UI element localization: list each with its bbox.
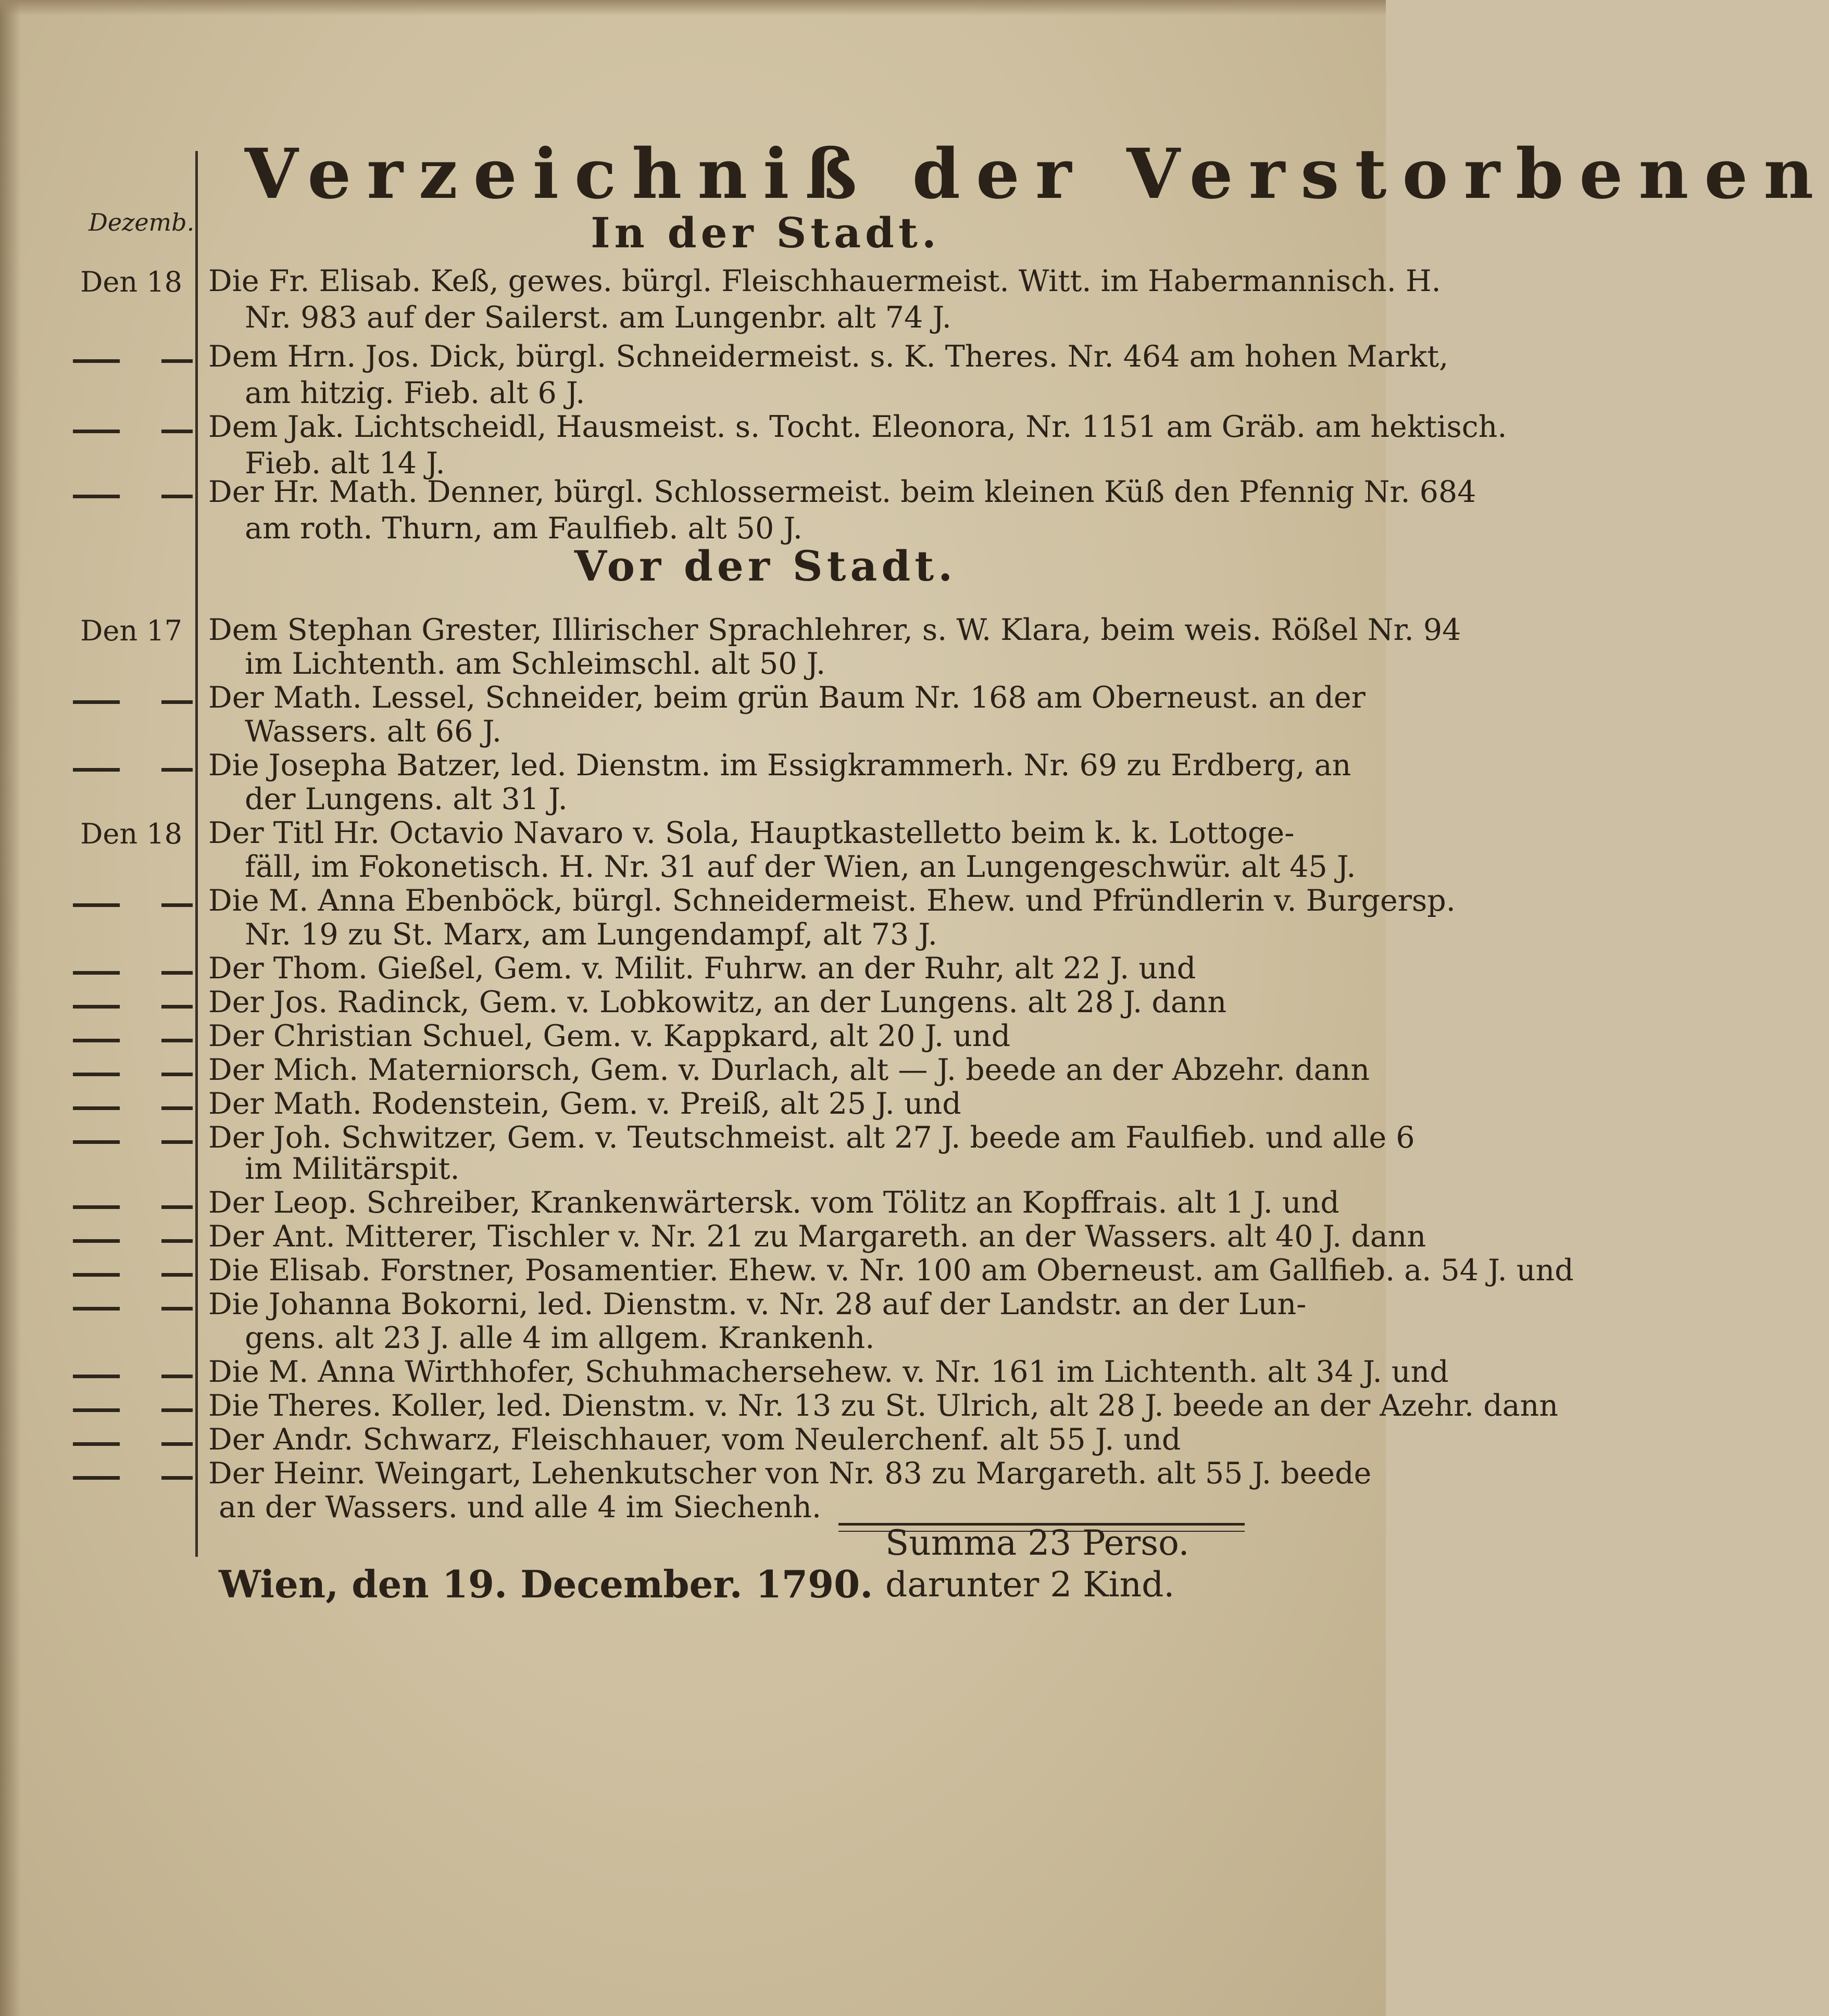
entry-line: Der Joh. Schwitzer, Gem. v. Teutschmeist. alt 27 J. beede am Faulfieb. und alle 6 [208, 1120, 1415, 1155]
ditto-dash [161, 700, 193, 704]
ditto-dash [73, 430, 120, 433]
ditto-dash [161, 1273, 193, 1277]
ditto-dash [161, 1408, 193, 1412]
ditto-dash [161, 359, 193, 363]
entry-line: Die Theres. Koller, led. Dienstm. v. Nr. 13 zu St. Ulrich, alt 28 J. beede an der Azehr. dann [208, 1389, 1559, 1423]
page-top-shadow [0, 0, 1386, 16]
entry-line: Die Elisab. Forstner, Posamentier. Ehew. v. Nr. 100 am Oberneust. am Gallfieb. a. 54 J. und [208, 1253, 1574, 1288]
entry-line: Nr. 19 zu St. Marx, am Lungendampf, alt 73 J. [245, 917, 937, 952]
margin-rule [195, 151, 198, 1557]
ditto-dash [161, 1476, 193, 1480]
entry-line: am hitzig. Fieb. alt 6 J. [245, 376, 585, 410]
entry-date: Den 18 [80, 817, 182, 850]
entry-date: Den 18 [80, 266, 182, 298]
ditto-dash [73, 1005, 120, 1009]
entry-line: Der Hr. Math. Denner, bürgl. Schlossermeist. beim kleinen Küß den Pfennig Nr. 684 [208, 475, 1476, 509]
ditto-dash [73, 1307, 120, 1311]
entry-line: im Lichtenth. am Schleimschl. alt 50 J. [245, 647, 826, 681]
entry-line: gens. alt 23 J. alle 4 im allgem. Krankenh. [245, 1321, 875, 1355]
ditto-dash [161, 1005, 193, 1009]
entry-line: Der Leop. Schreiber, Krankenwärtersk. vom Tölitz an Kopffrais. alt 1 J. und [208, 1186, 1339, 1220]
ditto-dash [161, 495, 193, 498]
entry-line: im Militärspit. [245, 1152, 460, 1186]
ditto-dash [73, 1039, 120, 1042]
ditto-dash [161, 1239, 193, 1243]
ditto-dash [73, 1205, 120, 1209]
entry-line: Dem Stephan Grester, Illirischer Sprachlehrer, s. W. Klara, beim weis. Rößel Nr. 94 [208, 613, 1461, 647]
ditto-dash [73, 768, 120, 772]
footer-place-date: Wien, den 19. December. 1790. [219, 1562, 873, 1606]
ditto-dash [73, 1375, 120, 1378]
ditto-dash [161, 1140, 193, 1144]
ditto-dash [73, 1408, 120, 1412]
ditto-dash [161, 971, 193, 975]
entry-line: Die Josepha Batzer, led. Dienstm. im Essigkrammerh. Nr. 69 zu Erdberg, an [208, 748, 1351, 783]
entry-line: fäll, im Fokonetisch. H. Nr. 31 auf der Wien, an Lungengeschwür. alt 45 J. [245, 850, 1356, 884]
entry-line: Der Andr. Schwarz, Fleischhauer, vom Neulerchenf. alt 55 J. und [208, 1422, 1181, 1457]
ditto-dash [161, 1307, 193, 1311]
entry-line: Der Jos. Radinck, Gem. v. Lobkowitz, an der Lungens. alt 28 J. dann [208, 985, 1227, 1019]
ditto-dash [161, 1442, 193, 1446]
ditto-dash [161, 903, 193, 907]
entry-line: Der Christian Schuel, Gem. v. Kappkard, alt 20 J. und [208, 1019, 1011, 1053]
ditto-dash [161, 768, 193, 772]
entry-line: Dem Hrn. Jos. Dick, bürgl. Schneidermeist. s. K. Theres. Nr. 464 am hohen Markt, [208, 339, 1449, 374]
ditto-dash [73, 1073, 120, 1076]
entry-line: Der Heinr. Weingart, Lehenkutscher von Nr. 83 zu Margareth. alt 55 J. beede [208, 1456, 1372, 1491]
ditto-dash [73, 1476, 120, 1480]
entry-line: Wassers. alt 66 J. [245, 714, 502, 749]
ditto-dash [161, 1073, 193, 1076]
entry-line: Der Ant. Mitterer, Tischler v. Nr. 21 zu Margareth. an der Wassers. alt 40 J. dann [208, 1219, 1426, 1254]
entry-date: Den 17 [80, 614, 182, 647]
entry-line: Nr. 983 auf der Sailerst. am Lungenbr. alt 74 J. [245, 300, 951, 335]
section-heading-stadt: In der Stadt. [591, 208, 941, 257]
ditto-dash [161, 1375, 193, 1378]
section-heading-vorstadt: Vor der Stadt. [574, 541, 957, 590]
ditto-dash [161, 1106, 193, 1110]
entry-line: Der Math. Rodenstein, Gem. v. Preiß, alt 25 J. und [208, 1087, 961, 1121]
entry-line: Der Mich. Materniorsch, Gem. v. Durlach, alt — J. beede an der Abzehr. dann [208, 1053, 1370, 1087]
entry-line: Fieb. alt 14 J. [245, 446, 445, 481]
page-edge-shadow [0, 0, 21, 2016]
entry-line: an der Wassers. und alle 4 im Siechenh. [219, 1490, 822, 1524]
entry-line: Der Titl Hr. Octavio Navaro v. Sola, Hauptkastelletto beim k. k. Lottoge- [208, 816, 1295, 850]
entry-line: Dem Jak. Lichtscheidl, Hausmeist. s. Tocht. Eleonora, Nr. 1151 am Gräb. am hektisch. [208, 410, 1507, 444]
ditto-dash [73, 971, 120, 975]
ditto-dash [73, 1106, 120, 1110]
entry-line: Die Fr. Elisab. Keß, gewes. bürgl. Fleischhauermeist. Witt. im Habermannisch. H. [208, 264, 1441, 298]
entry-line: der Lungens. alt 31 J. [245, 782, 568, 816]
ditto-dash [73, 1442, 120, 1446]
ditto-dash [73, 495, 120, 498]
entry-line: Die M. Anna Ebenböck, bürgl. Schneidermeist. Ehew. und Pfründlerin v. Burgersp. [208, 884, 1456, 918]
entry-line: Die Johanna Bokorni, led. Dienstm. v. Nr. 28 auf der Landstr. an der Lun- [208, 1287, 1307, 1321]
ditto-dash [161, 1039, 193, 1042]
ditto-dash [73, 1273, 120, 1277]
ditto-dash [73, 903, 120, 907]
ditto-dash [73, 359, 120, 363]
ditto-dash [161, 430, 193, 433]
page-title: Verzeichniß der Verstorbenen [245, 134, 1829, 215]
entry-line: Der Thom. Gießel, Gem. v. Milit. Fuhrw. an der Ruhr, alt 22 J. und [208, 951, 1196, 986]
summary-total: Summa 23 Perso. [885, 1523, 1189, 1563]
month-label: Dezemb. [89, 208, 195, 236]
entry-line: am roth. Thurn, am Faulfieb. alt 50 J. [245, 511, 803, 546]
ditto-dash [73, 1140, 120, 1144]
entry-line: Der Math. Lessel, Schneider, beim grün Baum Nr. 168 am Oberneust. an der [208, 681, 1366, 715]
ditto-dash [73, 700, 120, 704]
ditto-dash [73, 1239, 120, 1243]
ditto-dash [161, 1205, 193, 1209]
entry-line: Die M. Anna Wirthhofer, Schuhmachersehew. v. Nr. 161 im Lichtenth. alt 34 J. und [208, 1355, 1449, 1389]
summary-children: darunter 2 Kind. [885, 1565, 1175, 1605]
